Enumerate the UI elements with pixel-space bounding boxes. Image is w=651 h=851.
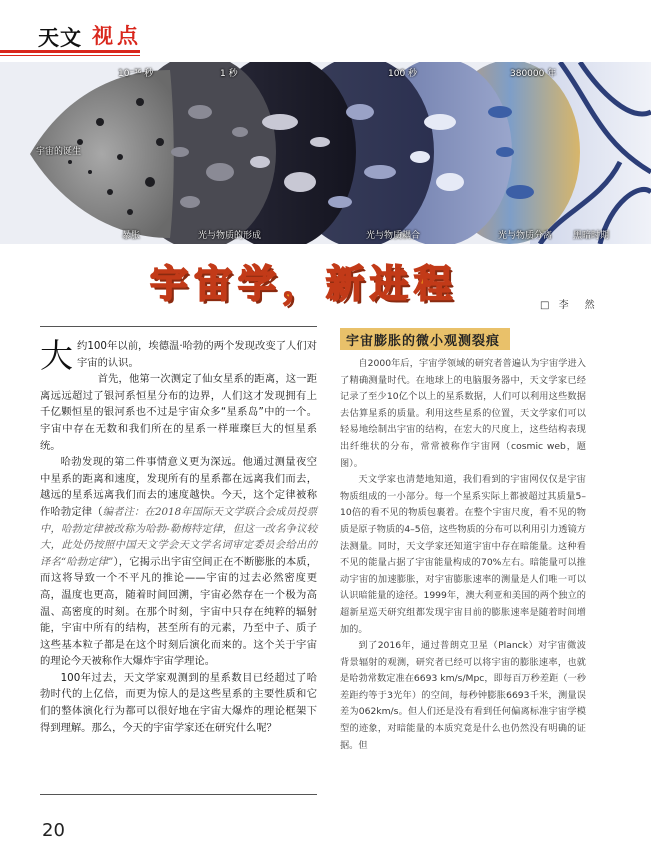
stage-label: 宇宙的诞生	[36, 147, 82, 157]
body-paragraph: 首先，他第一次测定了仙女星系的距离，这一距离远远超过了银河系恒星分布的边界，人们这才发现拥有上千亿颗恒星的银河系也不过是宇宙众多“星系岛”中的一个。宇宙中存在无数和我们所在的星系一样璀璨巨大的恒星系统。	[40, 373, 317, 452]
stage-label: 暴胀	[122, 231, 141, 241]
right-column	[340, 328, 586, 754]
article-author: □ 李 然	[540, 300, 598, 311]
page-header	[0, 0, 651, 60]
paragraph-text: 哈勃发现的第二件事情意义更为深远。他通过测量夜空中星系的距离和速度，发现所有的星系都在远离我们而去，越远的星系远离我们而去的速度越快。今天，这个定律被称作哈勃定律（	[40, 456, 317, 518]
editor-note: 编者注：在2018年国际天文学联合会成员投票中，哈勃定律被改称为哈勃-勒梅特定律，但这一改名争议较大，此处仍按照中国天文学会天文学名词审定委员会给出的译名“哈勃定律”	[40, 505, 317, 568]
paragraph-text: ），它揭示出宇宙空间正在不断膨胀的本质，而这将导致一个不平凡的推论——宇宙的过去必然密度更高，温度也更高，随着时间回溯，宇宙必然存在一个极为高温、高密度的时刻。在那个时刻，宇宙中只存在纯粹的辐射能，宇宙中所有的结构，甚至所有的元素，乃至中子、质子这些基本粒子都是在这个时刻后演化而来的。这个关于宇宙的理论今天被称作大爆炸宇宙学理论。	[40, 555, 317, 668]
section-name: 视点	[92, 23, 142, 48]
stage-label: 黑暗时期	[573, 231, 610, 241]
page-number: 20	[42, 820, 65, 841]
drop-cap: 大	[40, 336, 73, 375]
cosmic-evolution-graphic	[0, 62, 651, 244]
time-label: 10⁻³⁶ 秒	[118, 69, 154, 79]
time-label: 100 秒	[388, 69, 418, 79]
stage-label: 光与物质耦合	[366, 231, 421, 241]
section-heading: 宇宙膨胀的微小观测裂痕	[340, 328, 510, 350]
body-paragraph	[40, 454, 317, 670]
time-label: 380000 年	[510, 69, 557, 79]
stage-label: 光与物质的形成	[198, 231, 262, 241]
paragraph-text: 约100年以前，埃德温·哈勃的两个发现改变了人们对宇宙的认识。	[77, 340, 317, 369]
body-paragraph: 到了2016年，通过普朗克卫星（Planck）对宇宙微波背景辐射的观测，研究者已经可以将宇宙的膨胀速率，也就是哈勃常数定准在6693 km/s/Mpc，即每百万秒差距（一秒差距约等于3光年）的空间，每秒钟膨胀6693千米，测量误差为062km/s。但人们还是没有看到任何偏离标准宇宙学模型的迹象，对暗能量的本质究竟是什么也仍然没有明确的证据。但	[340, 640, 586, 751]
left-column	[40, 338, 317, 736]
header-rule	[0, 50, 140, 53]
left-column-bottom-rule	[40, 794, 317, 795]
time-label: 1 秒	[220, 69, 238, 79]
stage-label: 光与物质分离	[498, 231, 553, 241]
body-paragraph: 自2000年后，宇宙学领域的研究者普遍认为宇宙学进入了精确测量时代。在地球上的电脑服务器中，天文学家已经记录了至少10亿个以上的星系数据，人们可以利用这些数据去估算星系的质量。利用这些星系的位置，天文学家们可以轻易地绘制出宇宙的结构，在宏大的尺度上，这些结构表现出纤维状的分布，常常被称作宇宙网（cosmic web，题图）。	[340, 358, 586, 469]
cosmic-evolution-illustration	[0, 62, 651, 244]
left-column-top-rule	[40, 326, 317, 327]
intro-paragraph	[40, 336, 317, 375]
magazine-brand: 天文	[38, 25, 82, 50]
body-paragraph: 100年过去，天文学家观测到的星系数目已经超过了哈勃时代的上亿倍，而更为惊人的是这些星系的主要性质和它们的整体演化行为都可以很好地在宇宙大爆炸的理论框架下得到理解。那么，今天的宇宙学家还在研究什么呢？	[40, 671, 317, 734]
header-rule-thin	[0, 55, 140, 56]
article-title: 宇宙学，新进程	[150, 262, 459, 306]
body-paragraph: 天文学家也清楚地知道，我们看到的宇宙网仅仅是宇宙物质组成的一小部分。每一个星系实际上都被超过其质量5–10倍的看不见的物质包裹着。在整个宇宙尺度，看不见的物质是原子物质的4–5倍，这些物质的分布可以利用引力透镜方法测量。同时，天文学家还知道宇宙中存在暗能量。这种看不见的能量占据了宇宙能量构成的70%左右。暗能量可以推动宇宙的加速膨胀，对宇宙膨胀速率的测量是人们唯一可以认识暗能量的途径。1999年，澳大利亚和美国的两个独立的超新星巡天研究组都发现宇宙目前的膨胀速率是随着时间增加的。	[340, 474, 586, 635]
